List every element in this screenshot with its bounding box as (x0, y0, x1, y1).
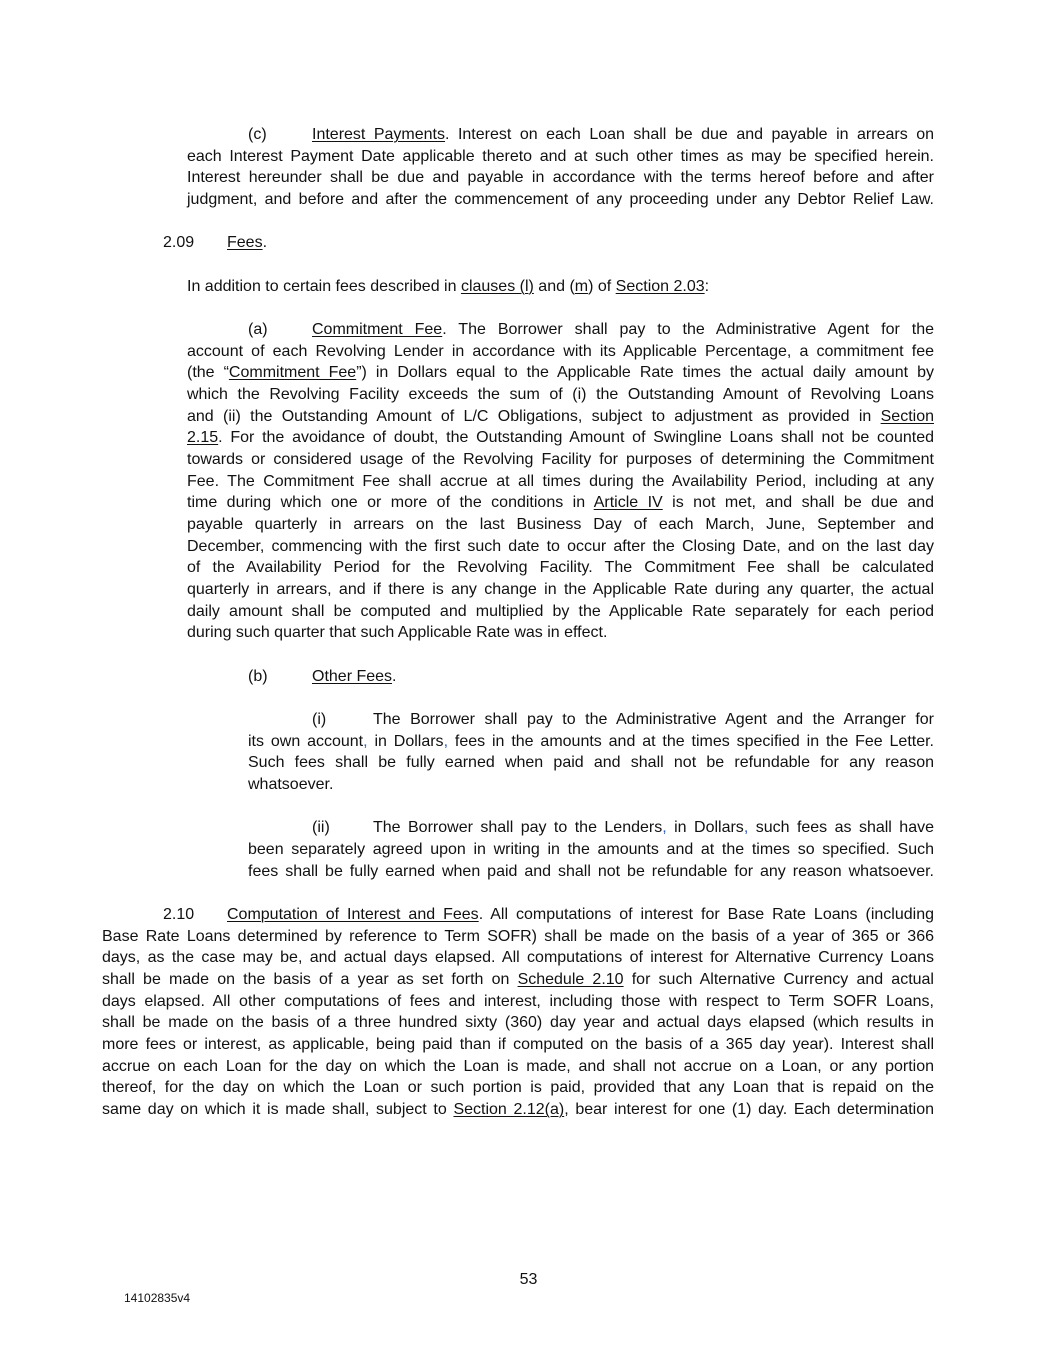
text-run: for such Alternative Currency and actual (623, 971, 934, 989)
text-line (187, 622, 934, 644)
text-run: towards or considered usage of the Revolving Facility for purposes of determining the Commitment (187, 451, 934, 469)
text-run: , bear interest for one (1) day. Each determination (564, 1101, 935, 1119)
section-2-10-computation (102, 904, 934, 1121)
underlined-reference: m (574, 277, 589, 295)
text-run: : (704, 277, 710, 295)
text-line (187, 471, 934, 493)
text-run: and ( (533, 277, 575, 295)
text-run: (the “ (187, 364, 229, 382)
text-run: . (392, 667, 397, 685)
document-id: 14102835v4 (124, 1291, 191, 1305)
text-run: . Interest on each Loan shall be due and payable in arrears on (445, 126, 934, 143)
text-line (102, 904, 934, 926)
text-line (187, 579, 934, 601)
text-run: time during which one or more of the conditions in (187, 494, 594, 512)
underlined-reference: Interest Payments (312, 126, 446, 143)
page-number: 53 (519, 1271, 538, 1288)
text-line (102, 1034, 934, 1056)
text-run: Interest hereunder shall be due and payable in accordance with the terms hereof before and after (187, 169, 934, 187)
text-run: each Interest Payment Date applicable thereto and at such other times as may be specified herein. (187, 147, 934, 165)
clause-a-commitment-fee (187, 319, 934, 644)
text-run: same day on which it is made shall, subject to (102, 1101, 454, 1119)
text-run: Base Rate Loans determined by reference to Term SOFR) shall be made on the basis of a year of 365 or 366 (102, 927, 934, 945)
inserted-mark: , (443, 732, 449, 750)
document-body (0, 124, 1057, 1121)
section-2-09-fees (102, 232, 934, 254)
text-run: fees shall be fully earned when paid and shall not be refundable for any reason whatsoever. (248, 862, 934, 880)
underlined-reference: Article IV (593, 494, 663, 512)
text-run: shall be made on the basis of a three hundred sixty (360) day year and actual days elapsed (which results in (102, 1014, 934, 1032)
text-run: . For the avoidance of doubt, the Outstanding Amount of Swingline Loans shall not be counted (218, 429, 934, 447)
item-label: (ii) (312, 819, 330, 837)
text-line (187, 276, 934, 298)
item-label: (a) (248, 321, 268, 338)
text-line (187, 124, 934, 146)
text-line (187, 319, 934, 341)
text-run: which the Revolving Facility exceeds the sum of (i) the Outstanding Amount of Revolving Loans (187, 386, 934, 404)
text-line (187, 146, 934, 168)
fees-intro (187, 276, 934, 298)
text-run: judgment, and before and after the commencement of any proceeding under any Debtor Relief Law. (187, 191, 934, 209)
text-run: ) of (588, 277, 616, 295)
inserted-mark: , (662, 819, 667, 837)
text-line (187, 189, 934, 211)
text-line (248, 709, 934, 731)
text-run: whatsoever. (248, 776, 334, 794)
text-run: its own account (248, 732, 364, 750)
text-run: been separately agreed upon in writing in the amounts and at the times so specified. Such (248, 841, 934, 859)
clause-b-ii (248, 817, 934, 882)
text-run: more fees or interest, as applicable, being paid than if computed on the basis of a 365 day year). Interest shall (102, 1036, 934, 1054)
text-run: quarterly in arrears, and if there is any change in the Applicable Rate during any quarter, the actual (187, 581, 934, 599)
item-label: (i) (312, 711, 327, 729)
text-line (187, 167, 934, 189)
text-line (187, 601, 934, 623)
text-run: Fee. The Commitment Fee shall accrue at all times during the Availability Period, including at any (187, 472, 934, 490)
text-line (102, 1077, 934, 1099)
text-run: of the Availability Period for the Revolving Facility. The Commitment Fee shall be calculated (187, 559, 934, 577)
underlined-reference: 2.15 (187, 429, 219, 447)
text-run: . All computations of interest for Base Rate Loans (including (478, 906, 935, 924)
text-run: accrue on each Loan for the day on which the Loan is made, and shall not accrue on a Loan, or any portion (102, 1057, 934, 1075)
text-line (248, 817, 934, 839)
clause-b-other-fees (187, 666, 934, 688)
item-label: (b) (248, 667, 268, 685)
underlined-reference: Computation of Interest and Fees (227, 906, 479, 924)
text-line (102, 969, 934, 991)
text-run: Such fees shall be fully earned when paid and shall not be refundable for any reason (248, 754, 934, 772)
text-run: In addition to certain fees described in (187, 277, 461, 295)
text-run: days elapsed. All other computations of fees and interest, including those with respect to Term SOFR Loans, (102, 992, 934, 1010)
text-line (102, 1012, 934, 1034)
text-run: ”) in Dollars equal to the Applicable Rate times the actual daily amount by (356, 364, 935, 382)
text-line (102, 1099, 934, 1121)
text-line (187, 449, 934, 471)
text-line (248, 861, 934, 883)
text-run: payable quarterly in arrears on the last Business Day of each March, June, September and (187, 516, 934, 534)
underlined-reference: Section (880, 407, 934, 425)
text-run: in Dollars (367, 732, 444, 750)
text-line (102, 232, 934, 254)
text-line (187, 514, 934, 536)
item-label: 2.10 (163, 906, 195, 924)
underlined-reference: Section 2.03 (615, 277, 705, 295)
text-run: thereof, for the day on which the Loan or such portion is paid, provided that any Loan that is repaid on the (102, 1079, 934, 1097)
text-line (187, 666, 934, 688)
text-line (187, 406, 934, 428)
text-line (248, 752, 934, 774)
inserted-mark: , (743, 819, 749, 837)
underlined-reference: Commitment Fee (312, 321, 443, 338)
text-line (248, 731, 934, 753)
text-line (102, 947, 934, 969)
text-line (102, 926, 934, 948)
text-run: . The Borrower shall pay to the Administrative Agent for the (442, 321, 935, 338)
text-line (187, 362, 934, 384)
text-line (102, 1056, 934, 1078)
item-label: (c) (248, 126, 267, 143)
text-run: account of each Revolving Lender in accordance with its Applicable Percentage, a commitment fee (187, 342, 934, 360)
text-line (187, 492, 934, 514)
text-run: and (ii) the Outstanding Amount of L/C Obligations, subject to adjustment as provided in (187, 407, 881, 425)
text-line (102, 991, 934, 1013)
text-line (187, 427, 934, 449)
text-line (187, 341, 934, 363)
text-run: The Borrower shall pay to the Administrative Agent and the Arranger for (373, 711, 934, 729)
underlined-reference: clauses (l) (460, 277, 534, 295)
item-label: 2.09 (163, 234, 195, 252)
clause-c-interest-payments (187, 124, 934, 211)
text-run: December, commencing with the first such date to occur after the Closing Date, and on the last day (187, 537, 934, 555)
underlined-reference: Fees (227, 234, 263, 252)
text-run: such fees as shall have (748, 819, 935, 837)
clause-b-i (248, 709, 934, 796)
text-run: The Borrower shall pay to the Lenders (373, 819, 663, 837)
underlined-reference: Commitment Fee (228, 364, 357, 382)
underlined-reference: Schedule 2.10 (517, 971, 624, 989)
text-line (187, 536, 934, 558)
underlined-reference: Other Fees (312, 667, 393, 685)
text-line (248, 839, 934, 861)
text-line (187, 384, 934, 406)
underlined-reference: Section 2.12(a) (453, 1101, 565, 1119)
text-run: shall be made on the basis of a year as set forth on (102, 971, 518, 989)
text-line (248, 774, 934, 796)
text-run: daily amount shall be computed and multiplied by the Applicable Rate separately for each period (187, 602, 934, 620)
text-run: is not met, and shall be due and (662, 494, 935, 512)
text-run: days, as the case may be, and actual days elapsed. All computations of interest for Alternative Currency Loans (102, 949, 934, 967)
inserted-mark: , (363, 732, 368, 750)
text-run: . (262, 234, 268, 252)
text-run: during such quarter that such Applicable Rate was in effect. (187, 624, 608, 642)
text-run: fees in the amounts and at the times specified in the Fee Letter. (448, 732, 934, 750)
text-line (187, 557, 934, 579)
text-run: in Dollars (666, 819, 744, 837)
